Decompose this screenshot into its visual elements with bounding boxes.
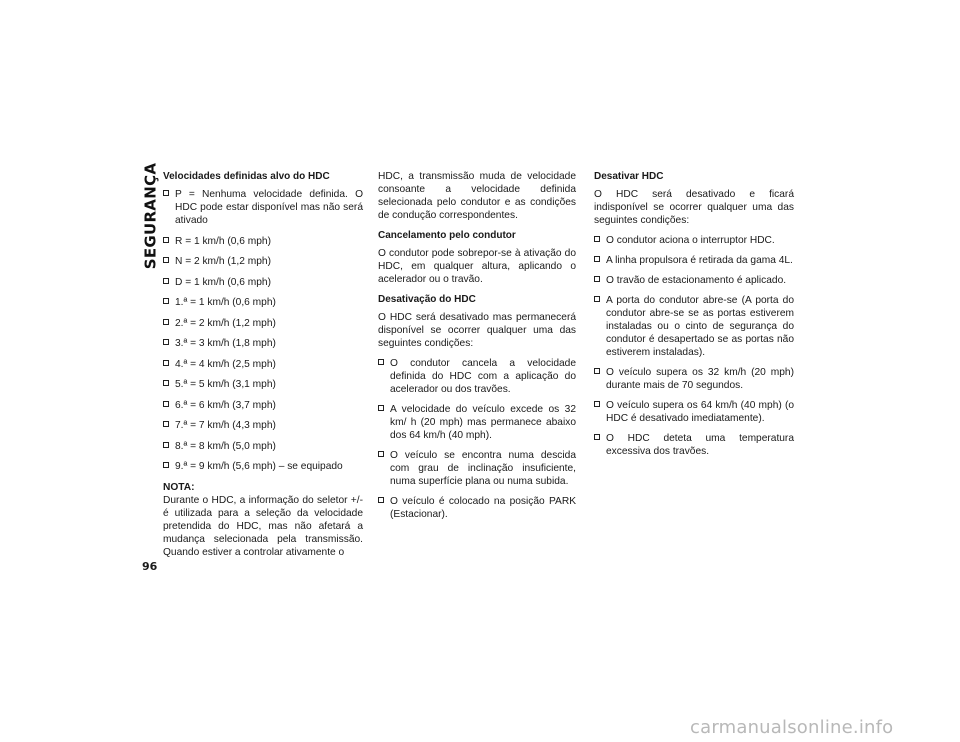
list-item (163, 255, 363, 268)
list-item (378, 403, 576, 442)
driver-override-paragraph: O condutor pode sobrepor-se à ativação do HDC, em qualquer altura, aplicando o acelerador ou o travão. (378, 248, 576, 285)
list-item (163, 296, 363, 309)
list-item (378, 495, 576, 521)
checkbox-bullet-icon (163, 401, 169, 407)
list-item-text: A velocidade do veículo excede os 32 km/ h (20 mph) mas permanece abaixo dos 64 km/h (40 mph). (390, 404, 576, 441)
checkbox-bullet-icon (163, 339, 169, 345)
list-item-text: R = 1 km/h (0,6 mph) (175, 235, 271, 247)
list-item-text: O HDC deteta uma temperatura excessiva dos travões. (606, 433, 794, 457)
checkbox-bullet-icon (594, 368, 600, 374)
list-item (163, 419, 363, 432)
note-text: Durante o HDC, a informação do seletor +/- é utilizada para a seleção da velocidade pretendida do HDC, mas não afetará a mudança selecionada pela transmissão. Quando estiver a controlar ativamente o (163, 494, 363, 558)
checkbox-bullet-icon (163, 190, 169, 196)
continued-paragraph: HDC, a transmissão muda de velocidade consoante a velocidade definida selecionada pelo condutor e as condições de condução correspondentes. (378, 171, 576, 221)
checkbox-bullet-icon (163, 278, 169, 284)
list-item-text: 6.ª = 6 km/h (3,7 mph) (175, 399, 276, 411)
list-item-text: O veículo se encontra numa descida com grau de inclinação insuficiente, numa superfície plana ou numa subida. (390, 450, 576, 487)
list-item (378, 449, 576, 488)
checkbox-bullet-icon (378, 405, 384, 411)
page-number: 96 (142, 560, 158, 573)
checkbox-bullet-icon (163, 442, 169, 448)
checkbox-bullet-icon (594, 434, 600, 440)
checkbox-bullet-icon (378, 451, 384, 457)
section-side-tab (139, 162, 161, 270)
list-item-text: A porta do condutor abre-se (A porta do condutor abre-se se as portas estiverem instaladas ou o cinto de segurança do condutor é desapertado se as portas não estiverem instaladas). (606, 295, 794, 358)
checkbox-bullet-icon (163, 237, 169, 243)
driver-override-heading: Cancelamento pelo condutor (378, 230, 516, 241)
list-item (163, 460, 363, 473)
disable-hdc-paragraph: O HDC será desativado e ficará indisponível se ocorrer qualquer uma das seguintes condições: (594, 189, 794, 226)
disable-conditions-list (594, 234, 794, 458)
list-item (378, 357, 576, 396)
list-item (163, 276, 363, 289)
list-item-text: P = Nenhuma velocidade definida. O HDC pode estar disponível mas não será ativado (175, 189, 363, 226)
list-item-text: O condutor aciona o interruptor HDC. (606, 235, 775, 246)
checkbox-bullet-icon (163, 298, 169, 304)
list-item (594, 399, 794, 425)
note-label: NOTA: (163, 481, 195, 493)
hdc-speeds-list (163, 188, 363, 473)
list-item-text: 9.ª = 9 km/h (5,6 mph) – se equipado (175, 461, 343, 472)
list-item (163, 358, 363, 371)
checkbox-bullet-icon (163, 380, 169, 386)
list-item (163, 235, 363, 248)
list-item (163, 188, 363, 227)
list-item-text: O veículo é colocado na posição PARK (Estacionar). (390, 496, 576, 520)
column-3 (594, 170, 794, 465)
list-item-text: 5.ª = 5 km/h (3,1 mph) (175, 379, 276, 390)
checkbox-bullet-icon (163, 462, 169, 468)
checkbox-bullet-icon (594, 296, 600, 302)
list-item-text: 8.ª = 8 km/h (5,0 mph) (175, 440, 276, 452)
list-item (594, 234, 794, 247)
list-item-text: A linha propulsora é retirada da gama 4L. (606, 255, 793, 266)
list-item (594, 432, 794, 458)
list-item-text: 7.ª = 7 km/h (4,3 mph) (175, 420, 276, 431)
list-item (594, 254, 794, 267)
list-item-text: 1.ª = 1 km/h (0,6 mph) (175, 297, 276, 308)
disable-hdc-heading: Desativar HDC (594, 171, 664, 182)
checkbox-bullet-icon (163, 257, 169, 263)
list-item (594, 366, 794, 392)
watermark: carmanualsonline.info (690, 717, 894, 738)
list-item (163, 440, 363, 453)
section-side-tab-label: SEGURANÇA (141, 162, 160, 270)
list-item-text: O veículo supera os 32 km/h (20 mph) durante mais de 70 segundos. (606, 367, 794, 391)
checkbox-bullet-icon (594, 276, 600, 282)
checkbox-bullet-icon (594, 236, 600, 242)
checkbox-bullet-icon (163, 360, 169, 366)
deactivation-conditions-list (378, 357, 576, 521)
list-item (594, 274, 794, 287)
list-item-text: 3.ª = 3 km/h (1,8 mph) (175, 338, 276, 349)
list-item (163, 337, 363, 350)
list-item-text: 2.ª = 2 km/h (1,2 mph) (175, 317, 276, 329)
column-1 (163, 170, 363, 566)
list-item-text: O veículo supera os 64 km/h (40 mph) (o HDC é desativado imediatamente). (606, 400, 794, 424)
list-item-text: D = 1 km/h (0,6 mph) (175, 276, 271, 288)
column-2 (378, 170, 576, 528)
list-item (594, 294, 794, 359)
list-item-text: 4.ª = 4 km/h (2,5 mph) (175, 358, 276, 370)
hdc-deactivation-heading: Desativação do HDC (378, 294, 476, 305)
hdc-speeds-heading: Velocidades definidas alvo do HDC (163, 171, 330, 182)
checkbox-bullet-icon (163, 319, 169, 325)
list-item (163, 378, 363, 391)
list-item-text: N = 2 km/h (1,2 mph) (175, 256, 271, 267)
checkbox-bullet-icon (594, 401, 600, 407)
list-item (163, 399, 363, 412)
checkbox-bullet-icon (378, 359, 384, 365)
list-item (163, 317, 363, 330)
checkbox-bullet-icon (378, 497, 384, 503)
hdc-deactivation-paragraph: O HDC será desativado mas permanecerá disponível se ocorrer qualquer uma das seguintes condições: (378, 312, 576, 349)
list-item-text: O condutor cancela a velocidade definida do HDC com a aplicação do acelerador ou dos travões. (390, 358, 576, 395)
checkbox-bullet-icon (594, 256, 600, 262)
list-item-text: O travão de estacionamento é aplicado. (606, 275, 787, 286)
checkbox-bullet-icon (163, 421, 169, 427)
